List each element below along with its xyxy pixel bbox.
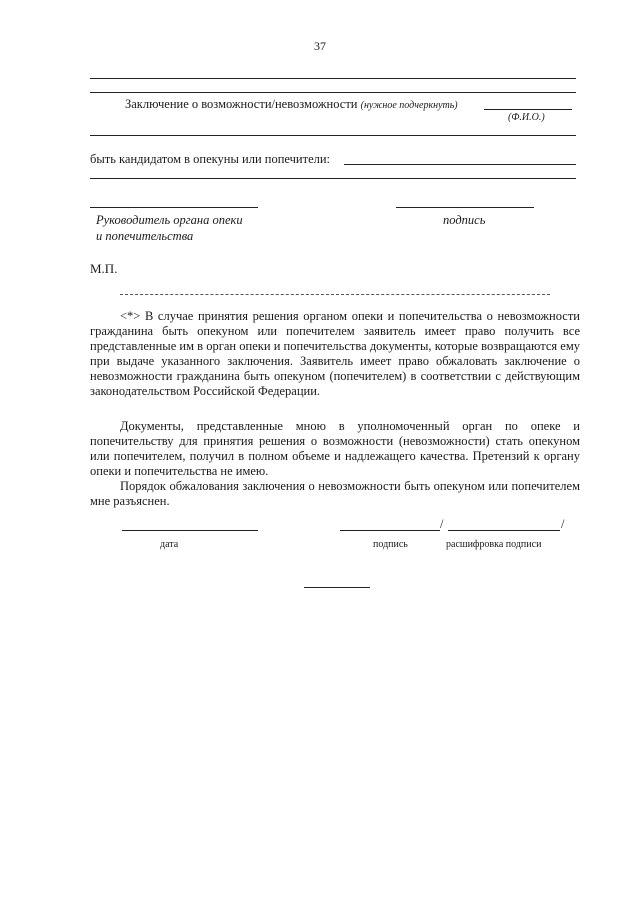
decryption-line[interactable]: [448, 530, 560, 531]
page-number: 37: [314, 39, 326, 53]
date-label: дата: [160, 539, 179, 550]
blank-line-3[interactable]: [90, 135, 576, 136]
appeal-text: Порядок обжалования заключения о невозможности быть опекуном или попечителем мне разъяснен.: [90, 479, 580, 508]
slash-2: /: [561, 517, 565, 531]
documents-paragraph: [90, 419, 580, 479]
applicant-signature-label: подпись: [373, 539, 408, 550]
applicant-signature-line[interactable]: [340, 530, 440, 531]
conclusion-line: [125, 96, 458, 114]
closing-line: [304, 587, 370, 588]
head-line-2: и попечительства: [96, 229, 194, 243]
date-line[interactable]: [122, 530, 258, 531]
blank-line-4[interactable]: [90, 178, 576, 179]
signature-label: подпись: [443, 213, 486, 227]
candidate-blank-line[interactable]: [344, 164, 576, 165]
candidate-label: быть кандидатом в опекуны или попечители:: [90, 152, 331, 166]
appeal-paragraph: [90, 479, 580, 509]
blank-line-1[interactable]: [90, 78, 576, 79]
dashed-separator: [120, 294, 550, 295]
fio-label: (Ф.И.О.): [508, 112, 545, 123]
head-signature-line[interactable]: [90, 207, 258, 208]
note-paragraph: [90, 309, 580, 399]
note-text: <*> В случае принятия решения органом опеки и попечительства о невозможности гражданина быть опекуном или попечителем заявитель имеет право получить все представленные им в орган опеки и попечительства документы, которые возвращаются ему при выдаче указанного заключения. Заявитель имеет право обжаловать заключение о невозможности гражданина быть опекуном (попечителем) в соответствии с действующим законодательством Российской Федерации.: [90, 309, 580, 398]
slash-1: /: [440, 517, 444, 531]
decryption-label: расшифровка подписи: [446, 539, 542, 550]
signature-line[interactable]: [396, 207, 534, 208]
documents-text: Документы, представленные мною в уполномоченный орган по опеке и попечительству для принятия решения о возможности (невозможности) стать опекуном или попечителем, получил в полном объеме и надлежащего качества. Претензий к органу опеки и попечительства не имею.: [90, 419, 580, 478]
underline-hint: (нужное подчеркнуть): [360, 100, 458, 111]
stamp-label: М.П.: [90, 261, 118, 276]
head-line-1: Руководитель органа опеки: [96, 213, 243, 227]
blank-line-2[interactable]: [90, 92, 576, 93]
conclusion-prefix: Заключение о возможности/невозможности: [125, 97, 358, 111]
